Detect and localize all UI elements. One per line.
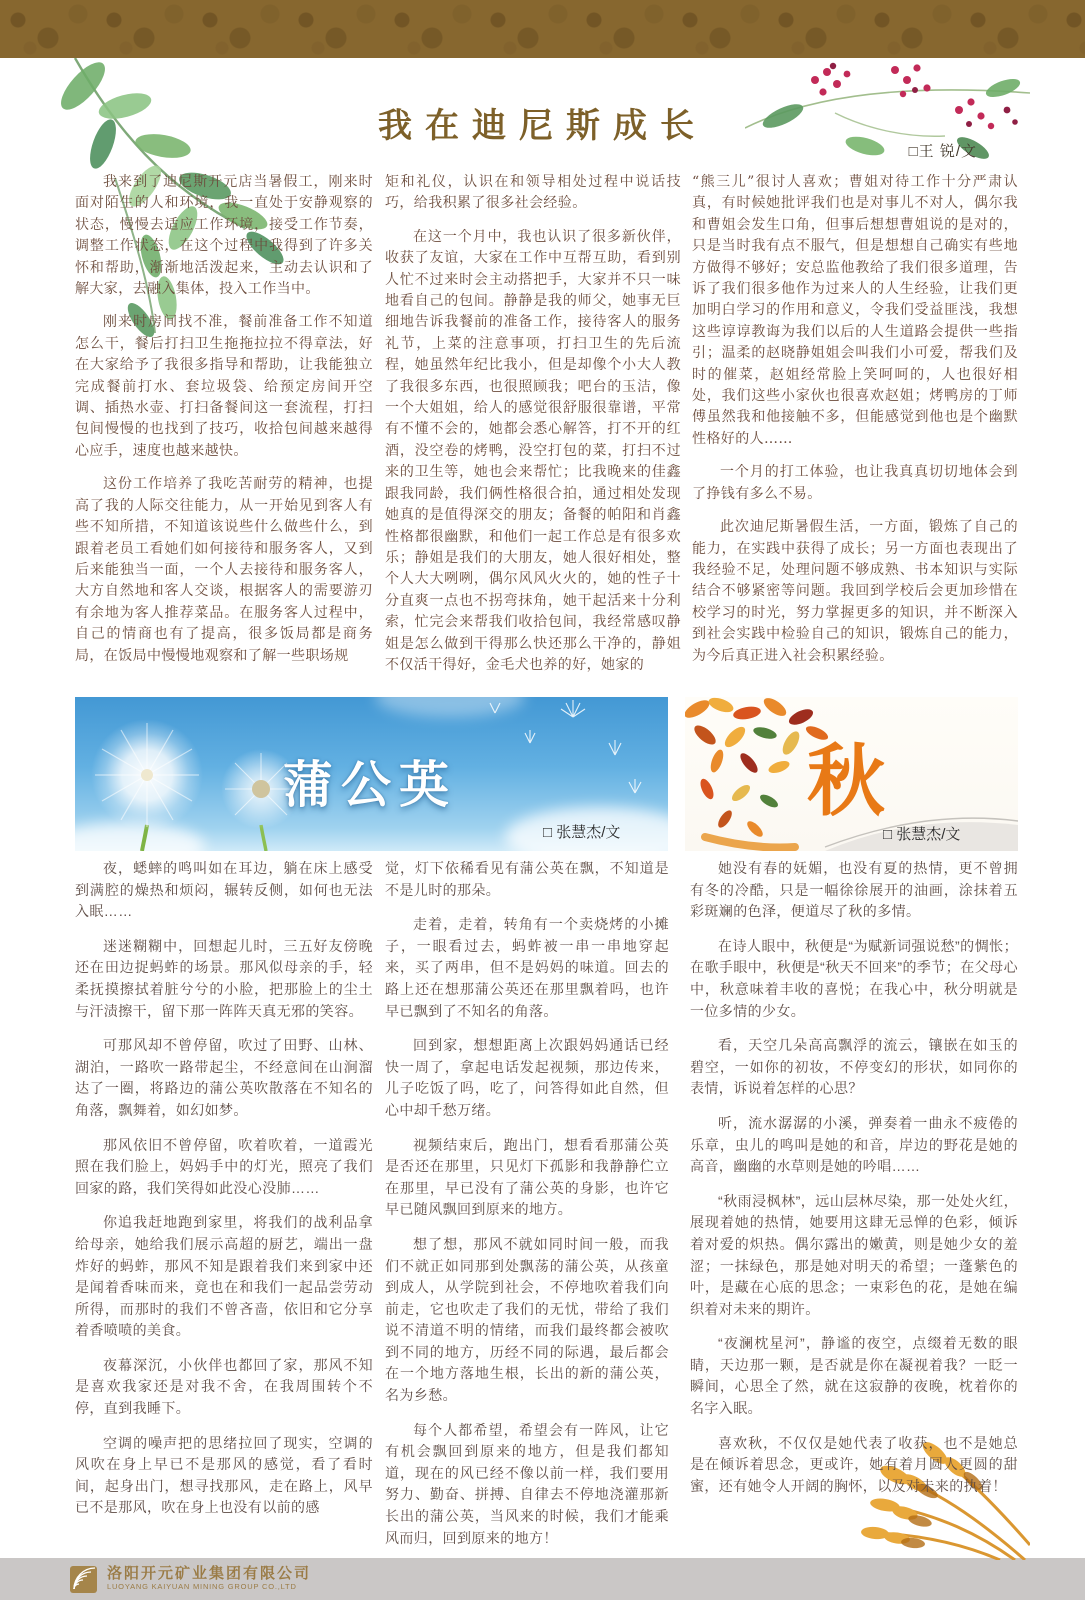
dandelion-banner-image: [75, 697, 668, 851]
article1-title: 我在迪尼斯成长: [378, 108, 707, 145]
article1-column-2: 矩和礼仪，认识在和领导相处过程中说话技巧，给我积累了很多社会经验。 在这一个月中，我也认识了很多新伙伴，收获了友谊，大家在工作中互帮互助，看到别人忙不过来时会主动搭把手，大家并不只一味地看自己的包间。静静是我的师父，她事无巨细地告诉我餐前的准备工作，接待客人的服务礼节，上菜的注意事项，打扫卫生的先后流程，她虽然年纪比我小，但是却像个小大人教了我很多东西，也很照顾我；吧台的玉洁，像一个大姐姐，给人的感觉很舒服很靠谱，平常有不懂不会的，她都会悉心解答，打不开的红酒，没空卷的烤鸭，没空打包的菜，打扫不过来的卫生等，她也会来帮忙；比我晚来的佳鑫跟我同龄，我们俩性格很合拍，通过相处发现她真的是值得深交的朋友；备餐的帕阳和肖鑫性格都很幽默，和他们一起工作总是有很多欢乐；静姐是我们的大朋友，她人很好相处，整个人大大咧咧，偶尔风风火火的，她的性子十分直爽一点也不拐弯抹角，她干起活来十分利索，忙完会来帮我们收拾包间，我经常感叹静姐是怎么做到干得那么快还那么干净的，静姐不仅活干得好，金毛犬也养的好，她家的: [385, 174, 681, 673]
article1-column-3: “熊三儿”很讨人喜欢；曹姐对待工作十分严肃认真，有时候她批评我们也是对事儿不对人，偶尔我和曹姐会发生口角，但事后想想曹姐说的是对的，只是当时我有点不服气，但是想想自己确实有些地方做得不够好；安总监他教给了我们很多道理，告诉了我们很多他作为过来人的人生经验，让我们更加明白学习的作用和意义，令我们受益匪浅，我想这些谆谆教诲为我们以后的人生道路会提供一些指引；温柔的赵晓静姐姐会叫我们小可爱，帮我们及时的催菜，赵姐经常脸上笑呵呵的，人也很好相处，我们这些小家伙也很喜欢赵姐；烤鸭房的丁师傅虽然我和他接触不多，但能感觉到他也是个幽默性格好的人…… 一个月的打工体验，也让我真真切切地体会到了挣钱有多么不易。 此次迪尼斯暑假生活，一方面，锻炼了自己的能力，在实践中获得了成长；另一方面也表现出了我经验不足，处理问题不够成熟、书本知识与实际结合不够紧密等问题。我回到学校后会更加珍惜在校学习的时光，努力掌握更多的知识，并不断深入到社会实践中检验自己的知识，锻炼自己的能力，为今后真正进入社会积累经验。: [692, 174, 1018, 664]
company-name-block: [107, 1566, 311, 1592]
autumn-author: □ 张慧杰/文: [883, 826, 961, 843]
article1-column-1: 我来到了迪尼斯开元店当暑假工，刚来时面对陌生的人和环境，我一直处于安静观察的状态，慢慢去适应工作环境，接受工作节奏，调整工作状态，在这个过程中我得到了许多关怀和帮助，渐渐地活泼起来，主动去认识和了解大家，去融入集体，投入工作当中。 刚来时房间找不准，餐前准备工作不知道怎么干，餐后打扫卫生拖拖拉拉不得章法，好在大家给予了我很多指导和帮助，让我能独立完成餐前打水、套垃圾袋、给预定房间开空调、插热水壶、打扫备餐间这一套流程，打扫包间慢慢的也找到了技巧，收拾包间越来越得心应手，速度也越来越快。 这份工作培养了我吃苦耐劳的精神，也提高了我的人际交往能力，从一开始见到客人有些不知所措，不知道该说些什么做些什么，到跟着老员工看她们如何接待和服务客人，又到后来能独当一面，一个人去接待和服务客人，大方自然地和客人交谈，根据客人的需要游刃有余地为客人推荐菜品。在服务客人过程中，自己的情商也有了提高，很多饭局都是商务局，在饭局中慢慢地观察和了解一些职场规: [75, 174, 373, 664]
dandelion-author: □ 张慧杰/文: [543, 824, 621, 841]
footer-bar: [0, 1558, 1085, 1600]
dandelion-title: 蒲公英: [283, 757, 457, 813]
decorative-top-band: [0, 0, 1085, 58]
dandelion-column-2: 觉，灯下依稀看见有蒲公英在飘，不知道是不是儿时的那朵。 走着，走着，转角有一个卖烧烤的小摊子，一眼看过去，蚂蚱被一串一串地穿起来，买了两串，但不是妈妈的味道。回去的路上还在想那蒲公英还在那里飘着吗，也许早已飘到了不知名的角落。 回到家，想想距离上次跟妈妈通话已经快一周了，拿起电话发起视频，那边传来，儿子吃饭了吗，吃了，问答得如此自然，但心中却千愁万绪。 视频结束后，跑出门，想看看那蒲公英是否还在那里，只见灯下孤影和我静静伫立在那里，早已没有了蒲公英的身影，也许它早已随风飘回到原来的地方。 想了想，那风不就如同时间一般，而我们不就正如同那到处飘荡的蒲公英，从孩童到成人，从学院到社会，不停地吹着我们向前走，它也吹走了我们的无忧，带给了我们说不清道不明的情绪，而我们最终都会被吹到不同的地方，历经不同的际遇，最后都会在一个地方落地生根，长出的新的蒲公英，名为乡愁。 每个人都希望，希望会有一阵风，让它有机会飘回到原来的地方，但是我们都知道，现在的风已经不像以前一样，我们要用努力、勤奋、拼搏、自律去不停地浇灌那新长出的蒲公英，当风来的时候，我们才能乘风而归，回到原来的地方！: [385, 860, 669, 1546]
dandelion-column-1: 夜，蟋蟀的鸣叫如在耳边，躺在床上感受到满腔的燥热和烦闷，辗转反侧，如何也无法入眠…… 迷迷糊糊中，回想起儿时，三五好友傍晚还在田边捉蚂蚱的场景。那风似母亲的手，轻柔抚摸擦拭着脏兮兮的小脸，把那脸上的尘土与汗渍擦干，留下那一阵阵天真无邪的笑容。 可那风却不曾停留，吹过了田野、山林、湖泊，一路吹一路带起尘，不经意间在山涧溜达了一圈，将路边的蒲公英吹散落在不知名的角落，飘舞着，如幻如梦。 那风依旧不曾停留，吹着吹着，一道霞光照在我们脸上，妈妈手中的灯光，照亮了我们回家的路，我们笑得如此没心没肺…… 你追我赶地跑到家里，将我们的战利品拿给母亲，她给我们展示高超的厨艺，端出一盘炸好的蚂蚱，那风不知是跟着我们来到家中还是闻着香味而来，竟也在和我们一起品尝劳动所得，而那时的我们不曾吝啬，依旧和它分享着香喷喷的美食。 夜幕深沉，小伙伴也都回了家，那风不知是喜欢我家还是对我不舍，在我周围转个不停，直到我睡下。 空调的噪声把的思绪拉回了现实，空调的风吹在身上早已不是那风的感觉，看了看时间，起身出门，想寻找那风，走在路上，风早已不是那风，吹在身上也没有以前的感: [75, 860, 373, 1516]
company-name-en: LUOYANG KAIYUAN MINING GROUP CO.,LTD: [107, 1582, 297, 1591]
company-name-cn: 洛阳开元矿业集团有限公司: [107, 1565, 312, 1582]
autumn-banner-image: [685, 697, 1018, 851]
autumn-column: 她没有春的妩媚，也没有夏的热情，更不曾拥有冬的冷酷，只是一幅徐徐展开的油画，涂抹着五彩斑斓的色泽，便道尽了秋的多情。 在诗人眼中，秋便是“为赋新词强说愁”的惆怅；在歌手眼中，秋便是“秋天不回来”的季节；在父母心中，秋意味着丰收的喜悦；在我心中，秋分明就是一位多情的少女。 看，天空几朵高高飘浮的流云，镶嵌在如玉的碧空，一如你的初妆，不停变幻的形状，如同你的表情，诉说着怎样的心思？ 听，流水潺潺的小溪，弹奏着一曲永不疲倦的乐章，虫儿的鸣叫是她的和音，岸边的野花是她的高音，幽幽的水草则是她的吟唱…… “秋雨浸枫林”，远山层林尽染，那一处处火红，展现着她的热情，她要用这肆无忌惮的色彩，倾诉着对爱的炽热。偶尔露出的嫩黄，则是她少女的羞涩；一抹绿色，那是她对明天的希望；一蓬紫色的叶，是藏在心底的思念；一束彩色的花，是她在编织着对未来的期许。 “夜澜枕星河”，静谧的夜空，点缀着无数的眼睛，天边那一颗，是否就是你在凝视着我？一眨一瞬间，心思全了然，就在这寂静的夜晚，枕着你的名字入眠。 喜欢秋，不仅仅是她代表了收获，也不是她总是在倾诉着思念，更或许，她有着月圆人更圆的甜蜜，还有她令人开阔的胸怀，以及对未来的执着！: [690, 860, 1018, 1494]
autumn-title: 秋: [807, 737, 886, 825]
company-logo-icon: [70, 1566, 97, 1593]
article1-author: □王 锐/文: [908, 143, 977, 160]
